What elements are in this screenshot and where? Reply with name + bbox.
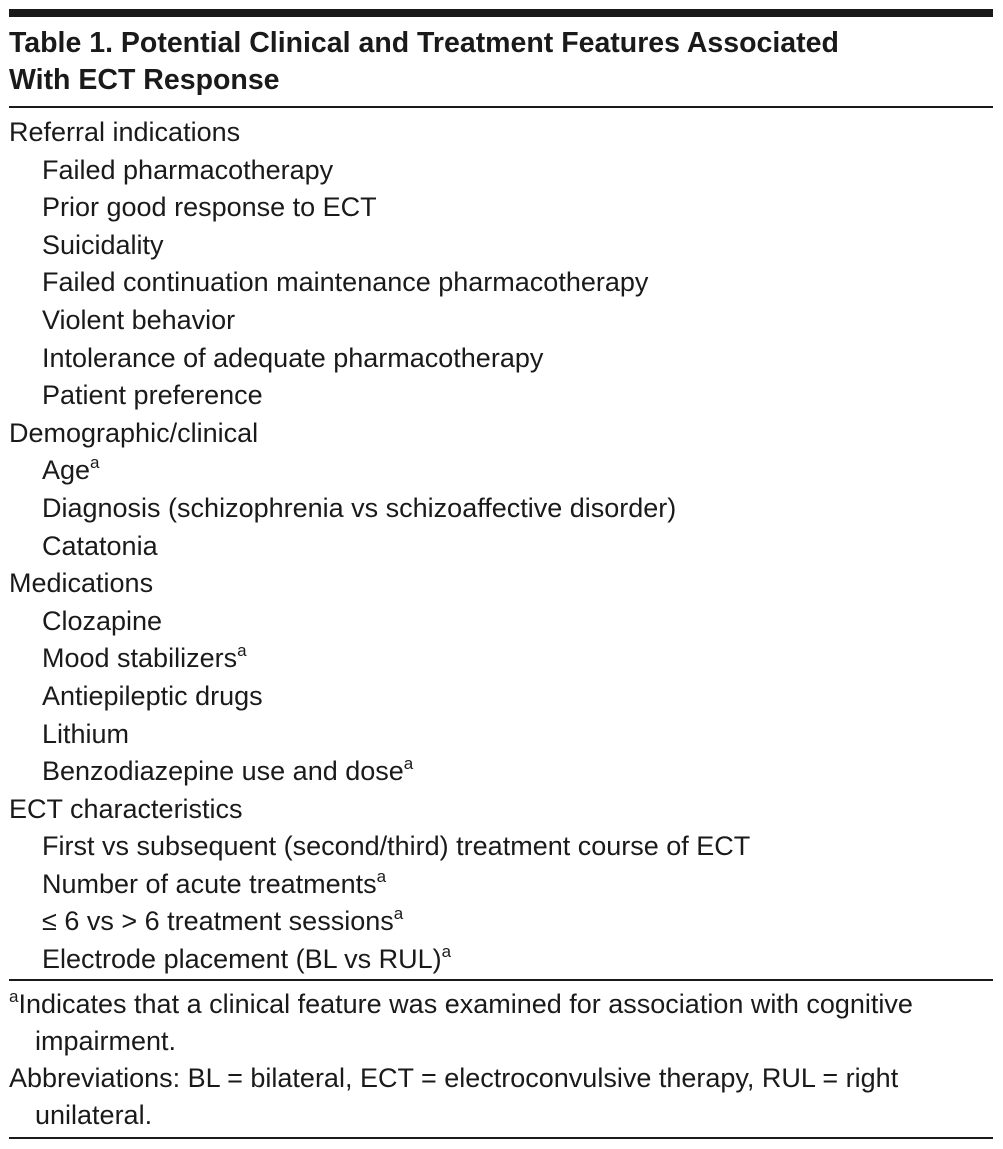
table-row	[9, 941, 993, 979]
table-body	[9, 114, 993, 979]
table-footnotes	[9, 986, 984, 1134]
row-label: Mood stabilizers	[42, 643, 238, 674]
row-label: Number of acute treatments	[42, 868, 377, 899]
footnote-text: Indicates that a clinical feature was examined for association with cognitive impairment.	[18, 989, 913, 1056]
table-row	[9, 227, 993, 265]
row-label: Failed pharmacotherapy	[42, 154, 334, 185]
table-row	[9, 828, 993, 866]
section-heading: Medications	[9, 568, 154, 599]
table-row	[9, 490, 993, 528]
table-row	[9, 340, 993, 378]
row-label: Diagnosis (schizophrenia vs schizoaffective disorder)	[42, 492, 677, 523]
row-label: Patient preference	[42, 380, 263, 411]
header-rule	[9, 106, 993, 108]
row-label: Failed continuation maintenance pharmacotherapy	[42, 267, 649, 298]
row-label: Prior good response to ECT	[42, 192, 377, 223]
footnote-marker: a	[393, 904, 404, 924]
row-label: Antiepileptic drugs	[42, 680, 263, 711]
table-row	[9, 302, 993, 340]
row-label: Lithium	[42, 718, 130, 749]
footnote-text: Abbreviations: BL = bilateral, ECT = electroconvulsive therapy, RUL = right unilateral.	[9, 1063, 899, 1130]
section-heading: Referral indications	[9, 117, 241, 147]
footnote	[9, 1060, 984, 1134]
row-label: Electrode placement (BL vs RUL)	[42, 944, 442, 975]
footnote	[9, 986, 984, 1060]
footnote-marker: a	[403, 754, 414, 774]
row-label: Intolerance of adequate pharmacotherapy	[42, 342, 544, 373]
section-heading: Demographic/clinical	[9, 417, 259, 448]
row-label: Age	[42, 455, 91, 486]
table-row	[9, 866, 993, 904]
row-label: Violent behavior	[42, 304, 236, 335]
section-heading: ECT characteristics	[9, 793, 243, 824]
table-row	[9, 716, 993, 754]
footer-rule	[9, 979, 993, 981]
row-label: Benzodiazepine use and dose	[42, 756, 404, 787]
top-rule	[9, 9, 993, 17]
row-label: Catatonia	[42, 530, 158, 561]
table-row	[9, 377, 993, 415]
table-row	[9, 603, 993, 641]
title-line-2: With ECT Response	[9, 64, 280, 96]
footnote-marker: a	[90, 453, 100, 473]
table-row	[9, 264, 993, 302]
row-label: Clozapine	[42, 605, 163, 636]
footnote-marker: a	[376, 866, 387, 886]
table-row	[9, 903, 993, 941]
table-title	[9, 25, 999, 99]
table-row	[9, 152, 993, 190]
footnote-marker: a	[441, 942, 452, 962]
table-row	[9, 452, 993, 490]
row-label: ≤ 6 vs > 6 treatment sessions	[42, 906, 394, 937]
footnote-marker: a	[9, 987, 19, 1006]
table-row	[9, 640, 993, 678]
footnote-marker: a	[237, 641, 247, 661]
row-label: Suicidality	[42, 229, 164, 260]
table-row	[9, 528, 993, 566]
row-label: First vs subsequent (second/third) treatment course of ECT	[42, 831, 751, 862]
table-row	[9, 189, 993, 227]
table-row	[9, 678, 993, 716]
table-row	[9, 753, 993, 791]
title-line-1: Table 1. Potential Clinical and Treatment Features Associated	[9, 27, 839, 59]
bottom-rule	[9, 1137, 993, 1139]
